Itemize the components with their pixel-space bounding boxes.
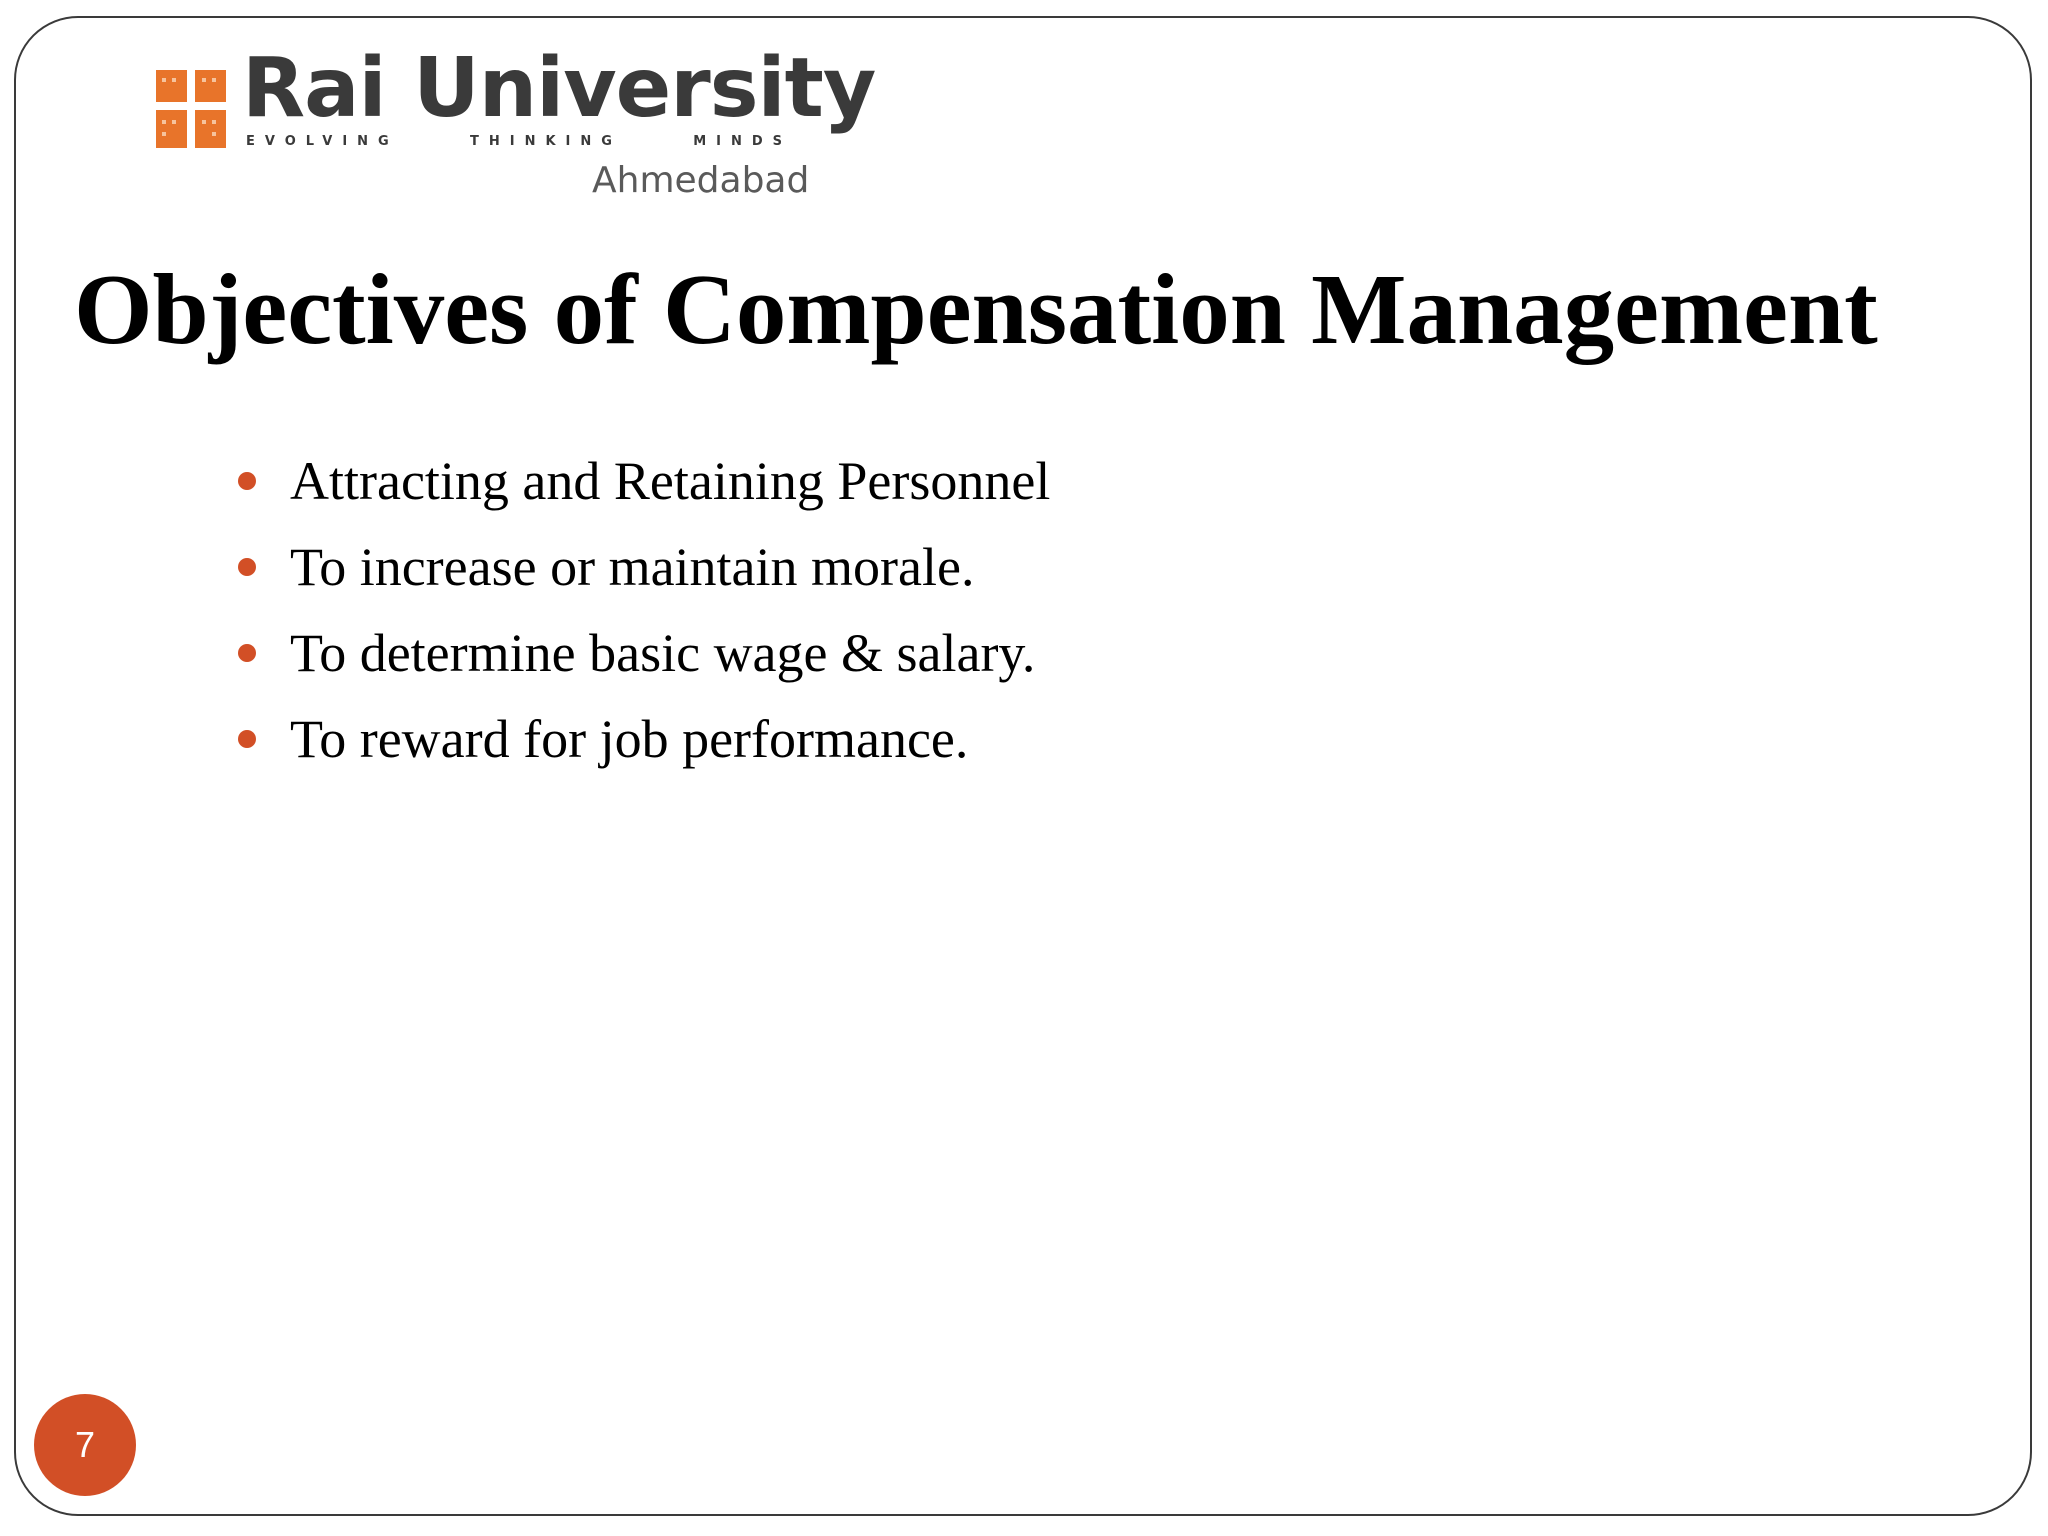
logo-city: Ahmedabad [592, 160, 810, 201]
bullet-item [226, 438, 1050, 524]
university-logo [142, 41, 876, 208]
bullet-list [226, 438, 1050, 782]
bullet-text: To reward for job performance. [290, 709, 969, 769]
bullet-dot-icon [238, 472, 256, 490]
logo-tagline [246, 134, 792, 149]
tagline-word: MINDS [693, 134, 792, 149]
bullet-dot-icon [238, 558, 256, 576]
page-number-badge: 7 [34, 1394, 136, 1496]
slide [14, 16, 2032, 1516]
logo-name: Rai University [242, 41, 876, 136]
university-crest-icon [156, 70, 226, 148]
bullet-text: To increase or maintain morale. [290, 537, 975, 597]
bullet-item [226, 610, 1050, 696]
tagline-word: THINKING [469, 134, 622, 149]
slide-title: Objectives of Compensation Management [74, 253, 1878, 365]
bullet-text: Attracting and Retaining Personnel [290, 451, 1051, 511]
bullet-item [226, 696, 1050, 782]
bullet-item [226, 524, 1050, 610]
bullet-dot-icon [238, 644, 256, 662]
bullet-dot-icon [238, 730, 256, 748]
tagline-word: EVOLVING [246, 134, 399, 149]
bullet-text: To determine basic wage & salary. [290, 623, 1036, 683]
